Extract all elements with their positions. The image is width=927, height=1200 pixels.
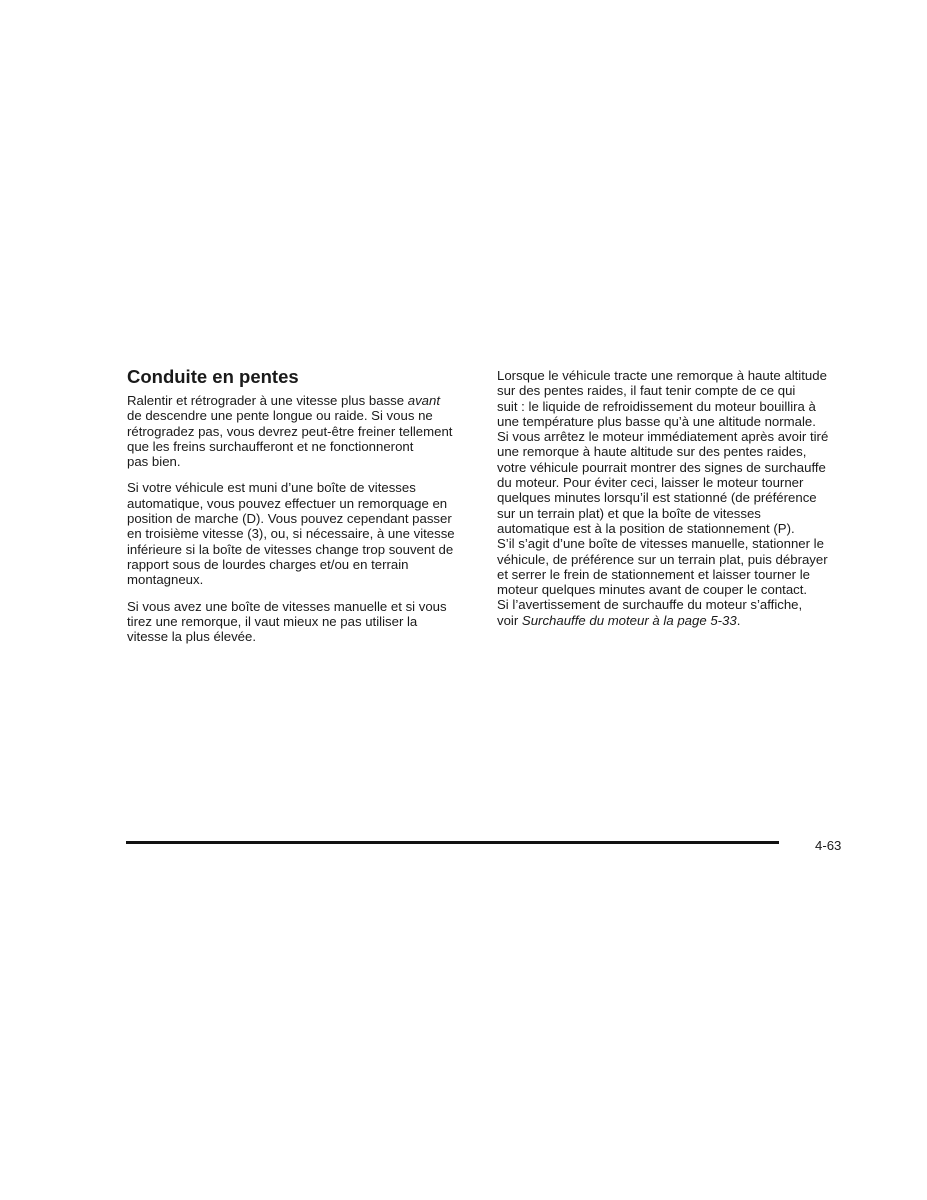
- line-text: inférieure si la boîte de vitesses change trop souvent de: [127, 541, 454, 557]
- line-text: Si vous avez une boîte de vitesses manuelle et si vous: [127, 598, 447, 614]
- text-line: [127, 496, 472, 511]
- line-text: véhicule, de préférence sur un terrain plat, puis débrayer: [497, 551, 828, 567]
- line-text: Si l’avertissement de surchauffe du moteur s’affiche,: [497, 597, 803, 613]
- line-text: une température plus basse qu’à une altitude normale.: [497, 413, 816, 429]
- line-text: quelques minutes lorsqu’il est stationné (de préférence: [497, 490, 817, 506]
- italic-reference: Surchauffe du moteur à la page 5-33: [521, 612, 737, 628]
- text-line: [127, 572, 472, 587]
- left-paragraphs: [127, 393, 472, 644]
- text-line: [497, 475, 847, 490]
- line-text: rétrogradez pas, vous devrez peut-être freiner tellement: [127, 423, 453, 439]
- text-line: [497, 597, 847, 612]
- line-text: du moteur. Pour éviter ceci, laisser le moteur tourner: [497, 475, 804, 491]
- line-text: en troisième vitesse (3), ou, si nécessaire, à une vitesse: [127, 526, 455, 542]
- text-line: [127, 526, 472, 541]
- line-text: suit : le liquide de refroidissement du moteur bouillira à: [497, 398, 816, 414]
- text-line: [497, 414, 847, 429]
- text-line: [497, 490, 847, 505]
- line-text: position de marche (D). Vous pouvez cependant passer: [127, 511, 452, 527]
- line-text: automatique, vous pouvez effectuer un remorquage en: [127, 495, 448, 511]
- text-line: [127, 424, 472, 439]
- line-text: votre véhicule pourrait montrer des signes de surchauffe: [497, 459, 826, 475]
- text-line: [497, 536, 847, 551]
- line-text: Si votre véhicule est muni d’une boîte de vitesses: [127, 480, 416, 496]
- section-heading: Conduite en pentes: [127, 366, 299, 387]
- text-line: [497, 429, 847, 444]
- text-line: [127, 614, 472, 629]
- line-text: moteur quelques minutes avant de couper le contact.: [497, 582, 808, 598]
- text-line: [497, 460, 847, 475]
- text-line: [497, 444, 847, 459]
- text-line: [127, 454, 472, 469]
- line-text: une remorque à haute altitude sur des pentes raides,: [497, 444, 807, 460]
- line-text: S’il s’agit d’une boîte de vitesses manuelle, stationner le: [497, 536, 824, 552]
- text-line: [127, 393, 472, 408]
- text-line: [127, 599, 472, 614]
- line-text: que les freins surchaufferont et ne fonctionneront: [127, 438, 414, 454]
- line-text: voir: [497, 612, 522, 628]
- line-text: vitesse la plus élevée.: [127, 629, 257, 645]
- text-line: [497, 567, 847, 582]
- text-line: [127, 439, 472, 454]
- text-line: [127, 557, 472, 572]
- line-text-tail: .: [736, 612, 741, 628]
- text-line: [127, 511, 472, 526]
- line-text: rapport sous de lourdes charges et/ou en terrain: [127, 556, 409, 572]
- text-line: [497, 552, 847, 567]
- footer-rule: [126, 841, 779, 844]
- line-text: Ralentir et rétrograder à une vitesse plus basse: [127, 393, 408, 408]
- line-text: tirez une remorque, il vaut mieux ne pas utiliser la: [127, 613, 418, 629]
- text-line: [497, 582, 847, 597]
- italic-reference: avant: [407, 393, 441, 408]
- left-column: [127, 366, 472, 655]
- text-line: [497, 368, 847, 383]
- text-line: [497, 506, 847, 521]
- line-text: sur des pentes raides, il faut tenir compte de ce qui: [497, 383, 796, 399]
- text-line: [497, 399, 847, 414]
- text-line: [127, 408, 472, 423]
- text-line: [497, 383, 847, 398]
- line-text: sur un terrain plat) et que la boîte de vitesses: [497, 505, 761, 521]
- line-text: pas bien.: [127, 454, 181, 470]
- line-text: montagneux.: [127, 572, 204, 588]
- text-line: [127, 480, 472, 495]
- paragraph: [127, 599, 472, 645]
- line-text: et serrer le frein de stationnement et laisser tourner le: [497, 566, 810, 582]
- text-line: [497, 613, 847, 628]
- paragraph: [127, 393, 472, 469]
- line-text: de descendre une pente longue ou raide. Si vous ne: [127, 408, 433, 424]
- right-column: [497, 368, 847, 639]
- line-text: Lorsque le véhicule tracte une remorque à haute altitude: [497, 368, 827, 383]
- right-paragraph: [497, 368, 847, 628]
- line-text: Si vous arrêtez le moteur immédiatement après avoir tiré: [497, 429, 829, 445]
- text-line: [497, 521, 847, 536]
- line-text: automatique est à la position de stationnement (P).: [497, 520, 795, 536]
- page-number: 4-63: [815, 838, 842, 853]
- text-line: [127, 629, 472, 644]
- paragraph: [127, 480, 472, 587]
- text-line: [127, 542, 472, 557]
